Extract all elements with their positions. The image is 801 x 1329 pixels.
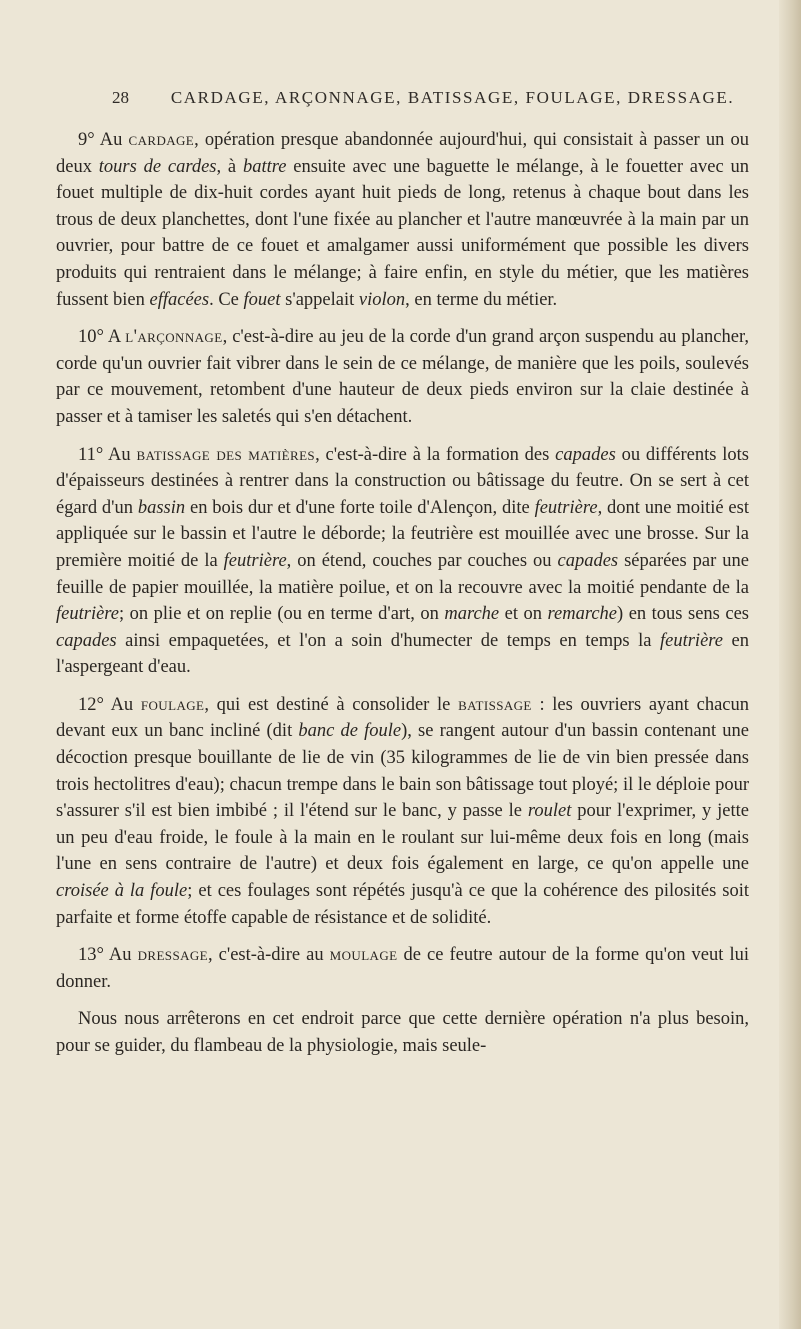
text-run: , c'est-à-dire au jeu de la corde d'un grand arçon suspendu au plancher, corde qu'un ouvrier fait vibrer dans le sein de ce mélange, de manière que les poils, soulevés par ce mouvement, retombent d'une hauteur de deux pieds environ sur la claie destinée à passer et à tamiser les saletés qui s'en détachent. — [56, 327, 749, 427]
section-term: moulage — [329, 945, 398, 966]
italic-term: feutrière — [56, 604, 120, 625]
italic-term: roulet — [527, 801, 572, 822]
italic-term: remarche — [547, 604, 618, 625]
text-run: , qui est destiné à consolider le — [204, 694, 459, 715]
text-run: en bois dur et d'une forte toile d'Alençon, dite — [185, 497, 535, 518]
section-term: dressage — [137, 945, 208, 966]
text-run: Nous nous arrêterons en cet endroit parce que cette dernière opération n'a plus besoin, pour se guider, du flambeau de la physiologie, mais seule- — [56, 1009, 749, 1056]
paragraph-cardage — [56, 127, 749, 313]
text-run: , c'est-à-dire à la formation des — [315, 444, 556, 465]
italic-term: fouet — [243, 289, 281, 310]
text-run: ; on plie et on replie (ou en terme d'art, on — [119, 604, 445, 625]
text-run: pour l'exprimer, y jette un peu d'eau froide, le foule à la main en le roulant sur lui-même deux fois en long (mais l'une en sens contraire de l'autre) et deux fois également en large, ce qu'on appelle une — [56, 801, 749, 875]
paragraph-dressage — [56, 942, 749, 995]
text-run: 11° Au — [78, 444, 137, 465]
text-run: ainsi empaquetées, et l'on a soin d'humecter de temps en temps la — [116, 630, 660, 651]
text-run: ), se rangent autour d'un bassin contenant une décoction presque bouillante de lie de vin (35 kilogrammes de lie de vin bien pressée dans trois hectolitres d'eau); chacun trempe dans le bain son bâtissage tout ployé; il le déploie pour s'assurer s'il est bien imbibé ; il l'étend sur le banc, y passe le — [56, 721, 750, 822]
paragraph-batissage — [56, 442, 749, 681]
text-run: et on — [499, 604, 548, 625]
text-run: : les ouvriers ayant chacun devant eux un banc incliné (dit — [56, 694, 749, 742]
italic-term: banc de foule — [298, 721, 402, 742]
italic-term: violon — [358, 289, 406, 310]
running-title: CARDAGE, ARÇONNAGE, BATISSAGE, FOULAGE, DRESSAGE. — [170, 88, 735, 107]
italic-term: battre — [242, 156, 287, 177]
text-run: , c'est-à-dire au — [208, 945, 330, 966]
paragraph-foulage — [56, 692, 749, 931]
text-run: 9° Au — [78, 130, 129, 150]
section-term: l'arçonnage — [125, 327, 223, 348]
text-run: de ce feutre autour de la forme qu'on veut lui donner. — [56, 945, 749, 992]
section-term: batissage des matières — [136, 444, 316, 465]
text-run: , opération presque abandonnée aujourd'hui, qui consistait à passer un ou deux — [56, 130, 749, 177]
text-run: . Ce — [209, 289, 244, 310]
italic-term: capades — [56, 630, 117, 651]
text-run: s'appelait — [280, 289, 359, 310]
text-run: 12° Au — [78, 694, 141, 715]
italic-term: feutrière — [534, 497, 598, 518]
italic-term: feutrière — [223, 550, 287, 571]
text-run: en l'aspergeant d'eau. — [56, 630, 749, 678]
italic-term: tours de cardes — [98, 156, 217, 177]
paragraph-arconnage — [56, 324, 749, 430]
body-text — [56, 127, 749, 1071]
text-run: ensuite avec une baguette le mélange, à le fouetter avec un fouet multiple de dix-huit cordes ayant huit pieds de long, retenus à chaque bout dans les trous de deux planchettes, dont l'une fixée au plancher et l'autre manœuvrée à la main par un ouvrier, pour battre de ce fouet et amalgamer aussi uniformément que possible les divers produits qui rentraient dans le mélange; à faire enfin, en style du métier, que les matières fussent bien — [56, 156, 749, 310]
italic-term: capades — [555, 444, 616, 465]
text-run: 13° Au — [78, 945, 138, 966]
italic-term: marche — [444, 604, 500, 625]
section-term: cardage — [128, 130, 195, 150]
italic-term: bassin — [137, 497, 186, 518]
text-run: , dont une moitié est appliquée sur le bassin et l'autre le déborde; la feutrière est mouillée avec une brosse. Sur la première moitié de la — [56, 497, 749, 571]
italic-term: feutrière — [659, 630, 723, 651]
italic-term: capades — [557, 550, 619, 571]
text-run: ) en tous sens ces — [617, 604, 749, 625]
text-run: , à — [216, 156, 243, 177]
running-header — [112, 88, 734, 108]
text-run: , en terme du métier. — [405, 289, 558, 310]
text-run: ; et ces foulages sont répétés jusqu'à ce que la cohérence des pilosités soit parfaite et forme étoffe capable de résistance et de solidité. — [56, 881, 750, 928]
text-run: séparées par une feuille de papier mouillée, la matière poilue, et on la recouvre avec la moitié pendante de la — [56, 550, 749, 598]
text-run: ou différents lots d'épaisseurs destinées à rentrer dans la construction ou bâtissage du feutre. On se sert à cet égard d'un — [56, 444, 750, 518]
page-edge-shadow — [779, 0, 801, 1329]
text-run: , on étend, couches par couches ou — [286, 550, 558, 571]
section-term: foulage — [140, 694, 205, 715]
section-term: batissage — [458, 694, 532, 715]
page-number: 28 — [112, 88, 129, 107]
italic-term: effacées — [149, 289, 210, 310]
text-run: 10° A — [78, 327, 126, 348]
italic-term: croisée à la foule — [56, 881, 188, 902]
paragraph-conclusion — [56, 1006, 749, 1059]
